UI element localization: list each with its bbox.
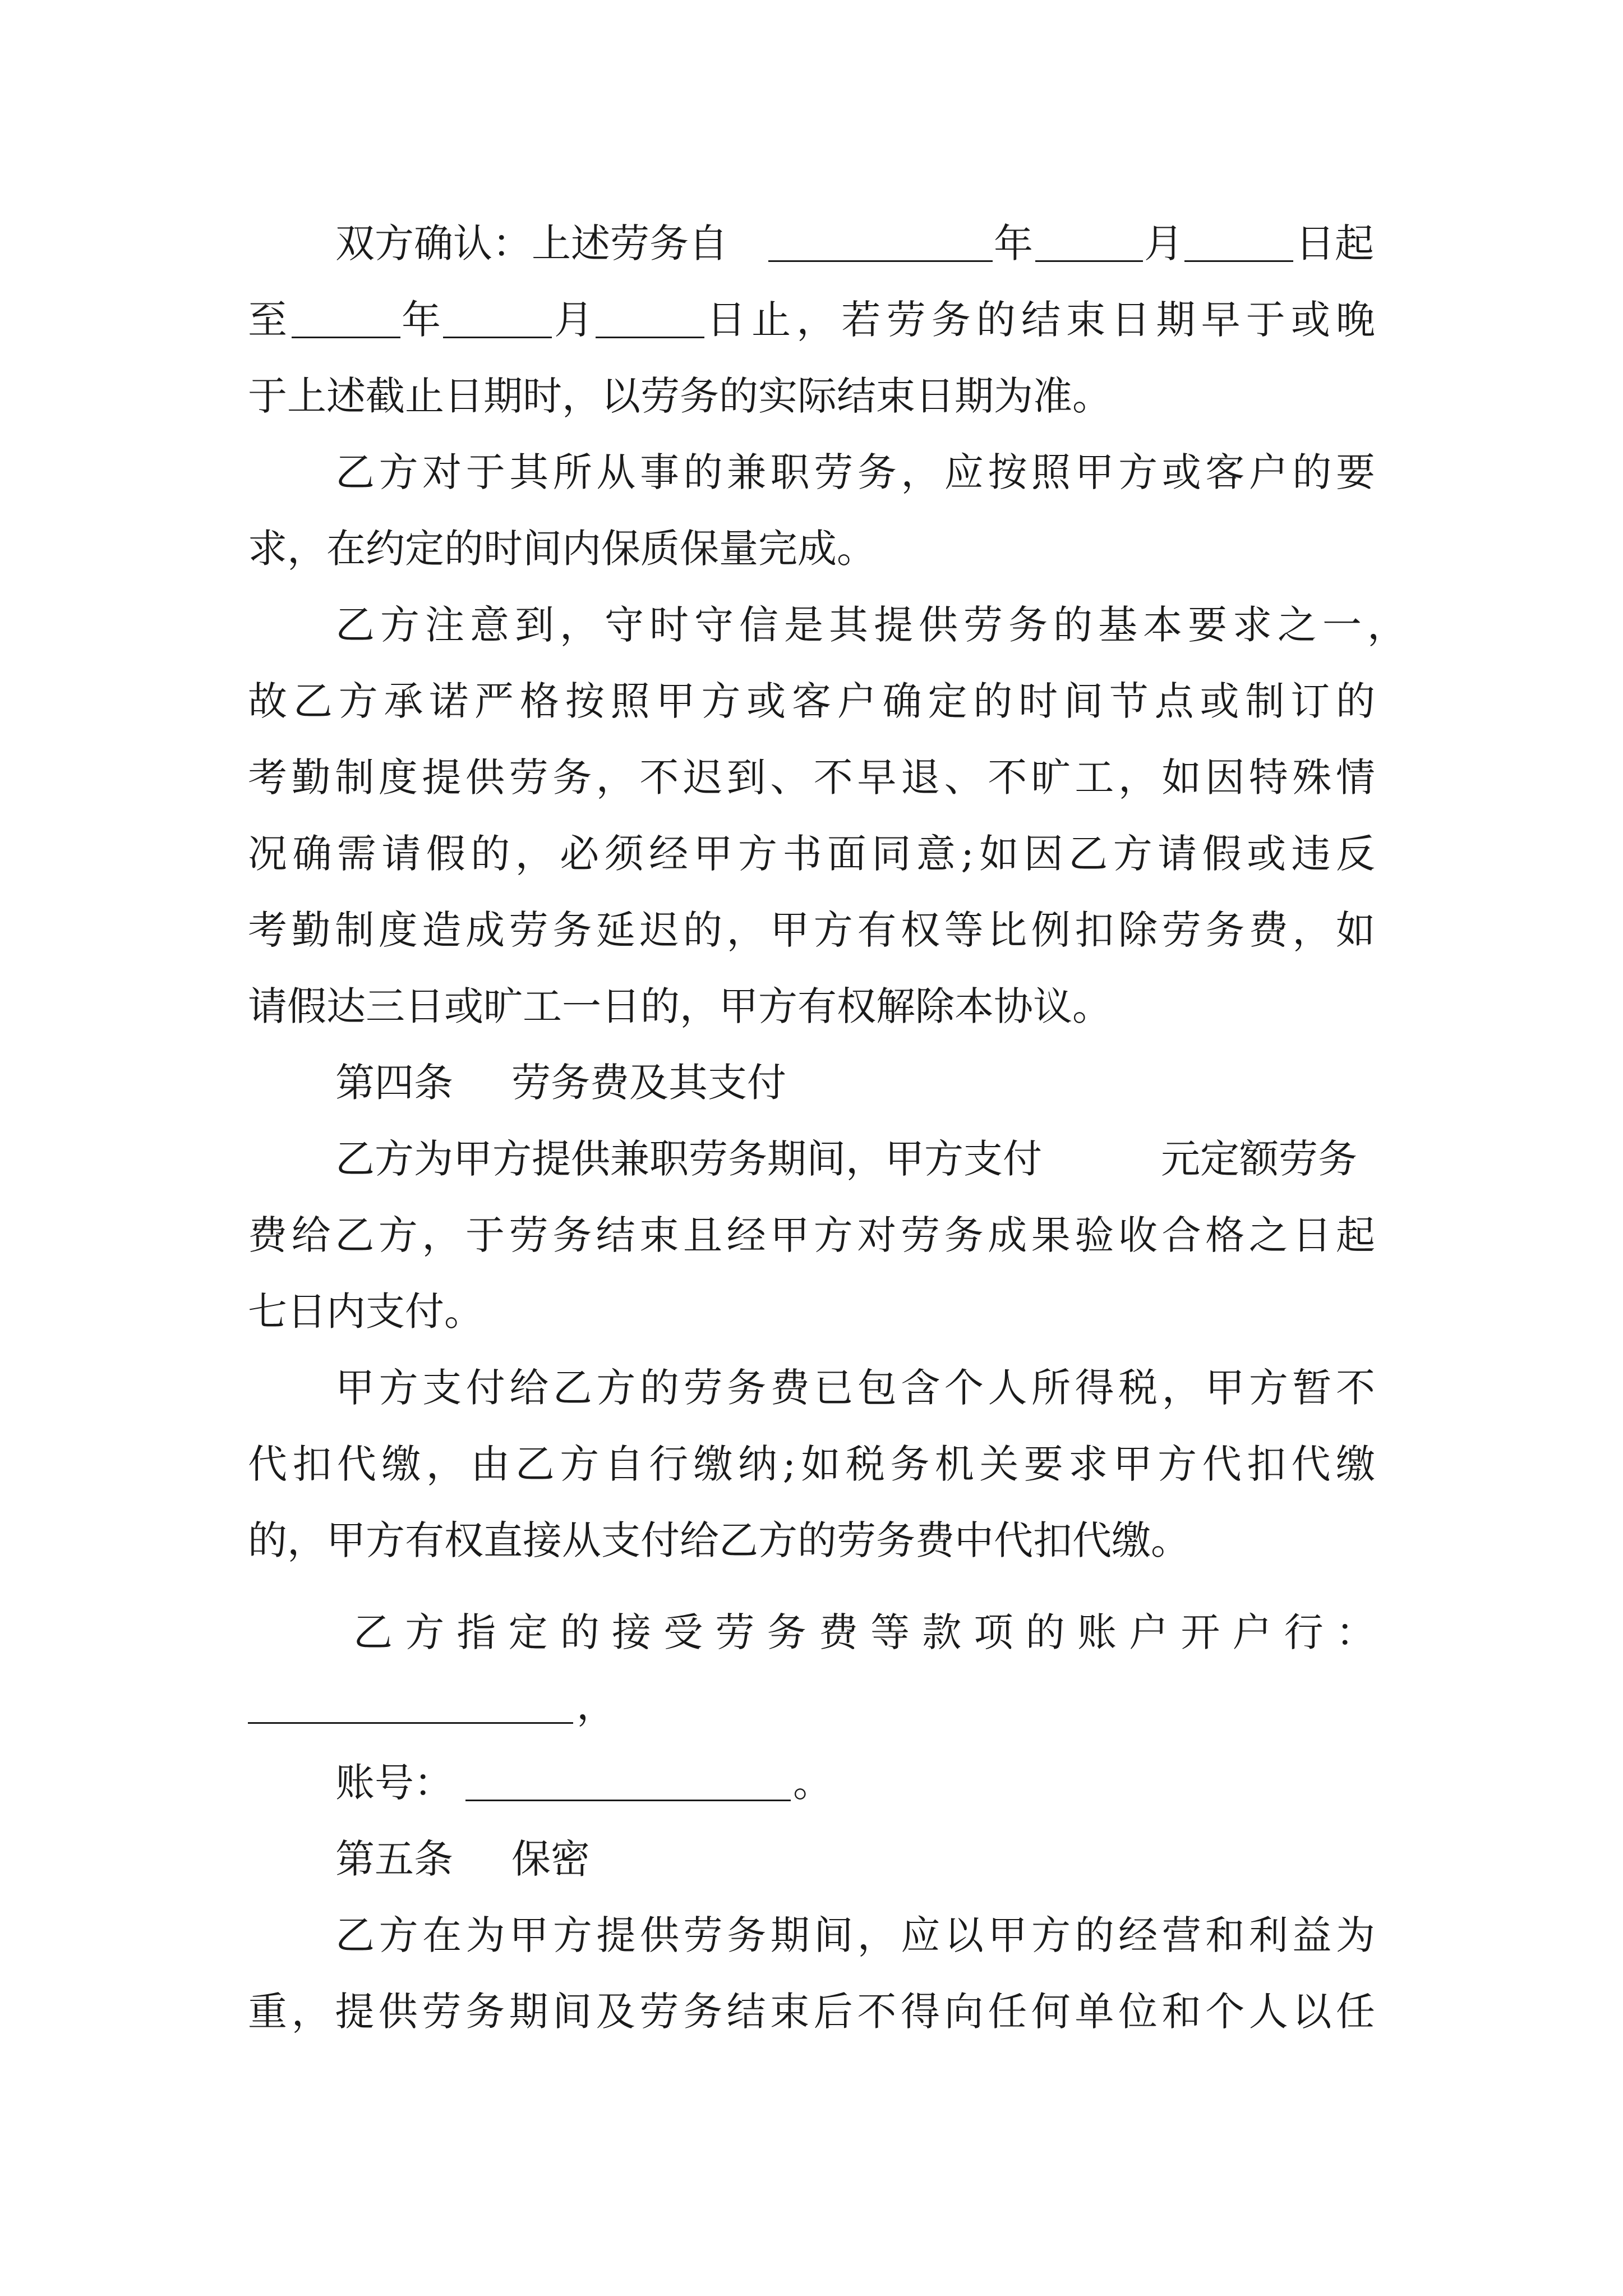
p4-line-3-text: 七日内支付。 (248, 1289, 483, 1335)
end-year-char: 年 (402, 297, 441, 343)
article-5-heading (0, 1821, 1623, 1897)
p3-line-6-text: 请假达三日或旷工一日的，甲方有权解除本协议。 (248, 983, 1112, 1029)
month-blank[interactable] (1035, 260, 1143, 262)
p1-line-1-text: 双方确认：上述劳务自 (335, 220, 728, 266)
p4-line-3 (0, 1273, 1623, 1350)
p3-line-3 (0, 739, 1623, 816)
end-month-char: 月 (554, 297, 593, 343)
month-char: 月 (1144, 220, 1183, 266)
end-day-blank[interactable] (596, 337, 704, 338)
p4-line-1 (0, 1121, 1623, 1197)
p4-line-2 (0, 1197, 1623, 1273)
account-label: 账号： (335, 1760, 453, 1806)
p3-line-2 (0, 663, 1623, 739)
to-char: 至 (248, 297, 287, 343)
p1-line-3-text: 于上述截止日期时，以劳务的实际结束日期为准。 (248, 373, 1112, 419)
p5-line-3 (0, 1502, 1623, 1579)
p5-line-3-text: 的，甲方有权直接从支付给乙方的劳务费中代扣代缴。 (248, 1517, 1190, 1563)
p5-line-1 (0, 1350, 1623, 1426)
p2-line-1 (0, 434, 1623, 510)
account-blank[interactable] (465, 1800, 791, 1801)
p3-line-2-text: 故乙方承诺严格按照甲方或客户确定的时间节点或制订的 (248, 678, 1375, 724)
bank-blank[interactable] (248, 1722, 573, 1724)
p5-line-1-text: 甲方支付给乙方的劳务费已包含个人所得税，甲方暂不 (335, 1365, 1375, 1411)
p3-line-1-text: 乙方注意到，守时守信是其提供劳务的基本要求之一， (335, 602, 1407, 648)
bank-label: 乙方指定的接受劳务费等款项的账户开户行： (353, 1609, 1375, 1655)
p5-line-2 (0, 1426, 1623, 1502)
year-char: 年 (994, 220, 1033, 266)
p3-line-3-text: 考勤制度提供劳务，不迟到、不早退、不旷工，如因特殊情 (248, 754, 1375, 800)
article-4-title: 劳务费及其支付 (511, 1060, 786, 1106)
p3-line-5 (0, 892, 1623, 968)
p2-line-1-text: 乙方对于其所从事的兼职劳务，应按照甲方或客户的要 (335, 449, 1375, 495)
article-5-number: 第五条 (335, 1836, 453, 1882)
p4-line-1-tail: 元定额劳务 (1161, 1136, 1357, 1182)
day-start-text: 日起 (1295, 220, 1374, 266)
p3-line-1 (0, 587, 1623, 663)
account-line (0, 1745, 1623, 1821)
p2-line-2-text: 求，在约定的时间内保质保量完成。 (248, 526, 876, 572)
p1-line-1 (0, 205, 1623, 282)
p1-line-3 (0, 358, 1623, 434)
p3-line-6 (0, 968, 1623, 1045)
account-period: 。 (793, 1760, 832, 1806)
article-4-heading (0, 1045, 1623, 1121)
p1-line-2-text: 日止，若劳务的结束日期早于或晚 (707, 297, 1375, 343)
p6-line-1 (0, 1594, 1623, 1671)
p7-line-1 (0, 1897, 1623, 1973)
bank-comma: ， (577, 1682, 616, 1728)
p7-line-1-text: 乙方在为甲方提供劳务期间，应以甲方的经营和利益为 (335, 1912, 1375, 1958)
p3-line-5-text: 考勤制度造成劳务延迟的，甲方有权等比例扣除劳务费，如 (248, 907, 1375, 953)
end-year-blank[interactable] (292, 337, 400, 338)
year-blank[interactable] (768, 260, 993, 262)
p3-line-4 (0, 816, 1623, 892)
end-month-blank[interactable] (443, 337, 552, 338)
p4-line-2-text: 费给乙方，于劳务结束且经甲方对劳务成果验收合格之日起 (248, 1212, 1375, 1258)
p6-line-2 (0, 1667, 1623, 1743)
p7-line-2 (0, 1973, 1623, 2050)
article-5-title: 保密 (511, 1836, 590, 1882)
p5-line-2-text: 代扣代缴，由乙方自行缴纳;如税务机关要求甲方代扣代缴 (248, 1441, 1375, 1487)
p2-line-2 (0, 510, 1623, 587)
p1-line-2 (0, 282, 1623, 358)
p4-line-1-text: 乙方为甲方提供兼职劳务期间，甲方支付 (335, 1136, 1042, 1182)
article-4-number: 第四条 (335, 1060, 453, 1106)
p7-line-2-text: 重，提供劳务期间及劳务结束后不得向任何单位和个人以任 (248, 1989, 1375, 2035)
p3-line-4-text: 况确需请假的，必须经甲方书面同意;如因乙方请假或违反 (248, 831, 1375, 877)
day-blank[interactable] (1184, 260, 1293, 262)
